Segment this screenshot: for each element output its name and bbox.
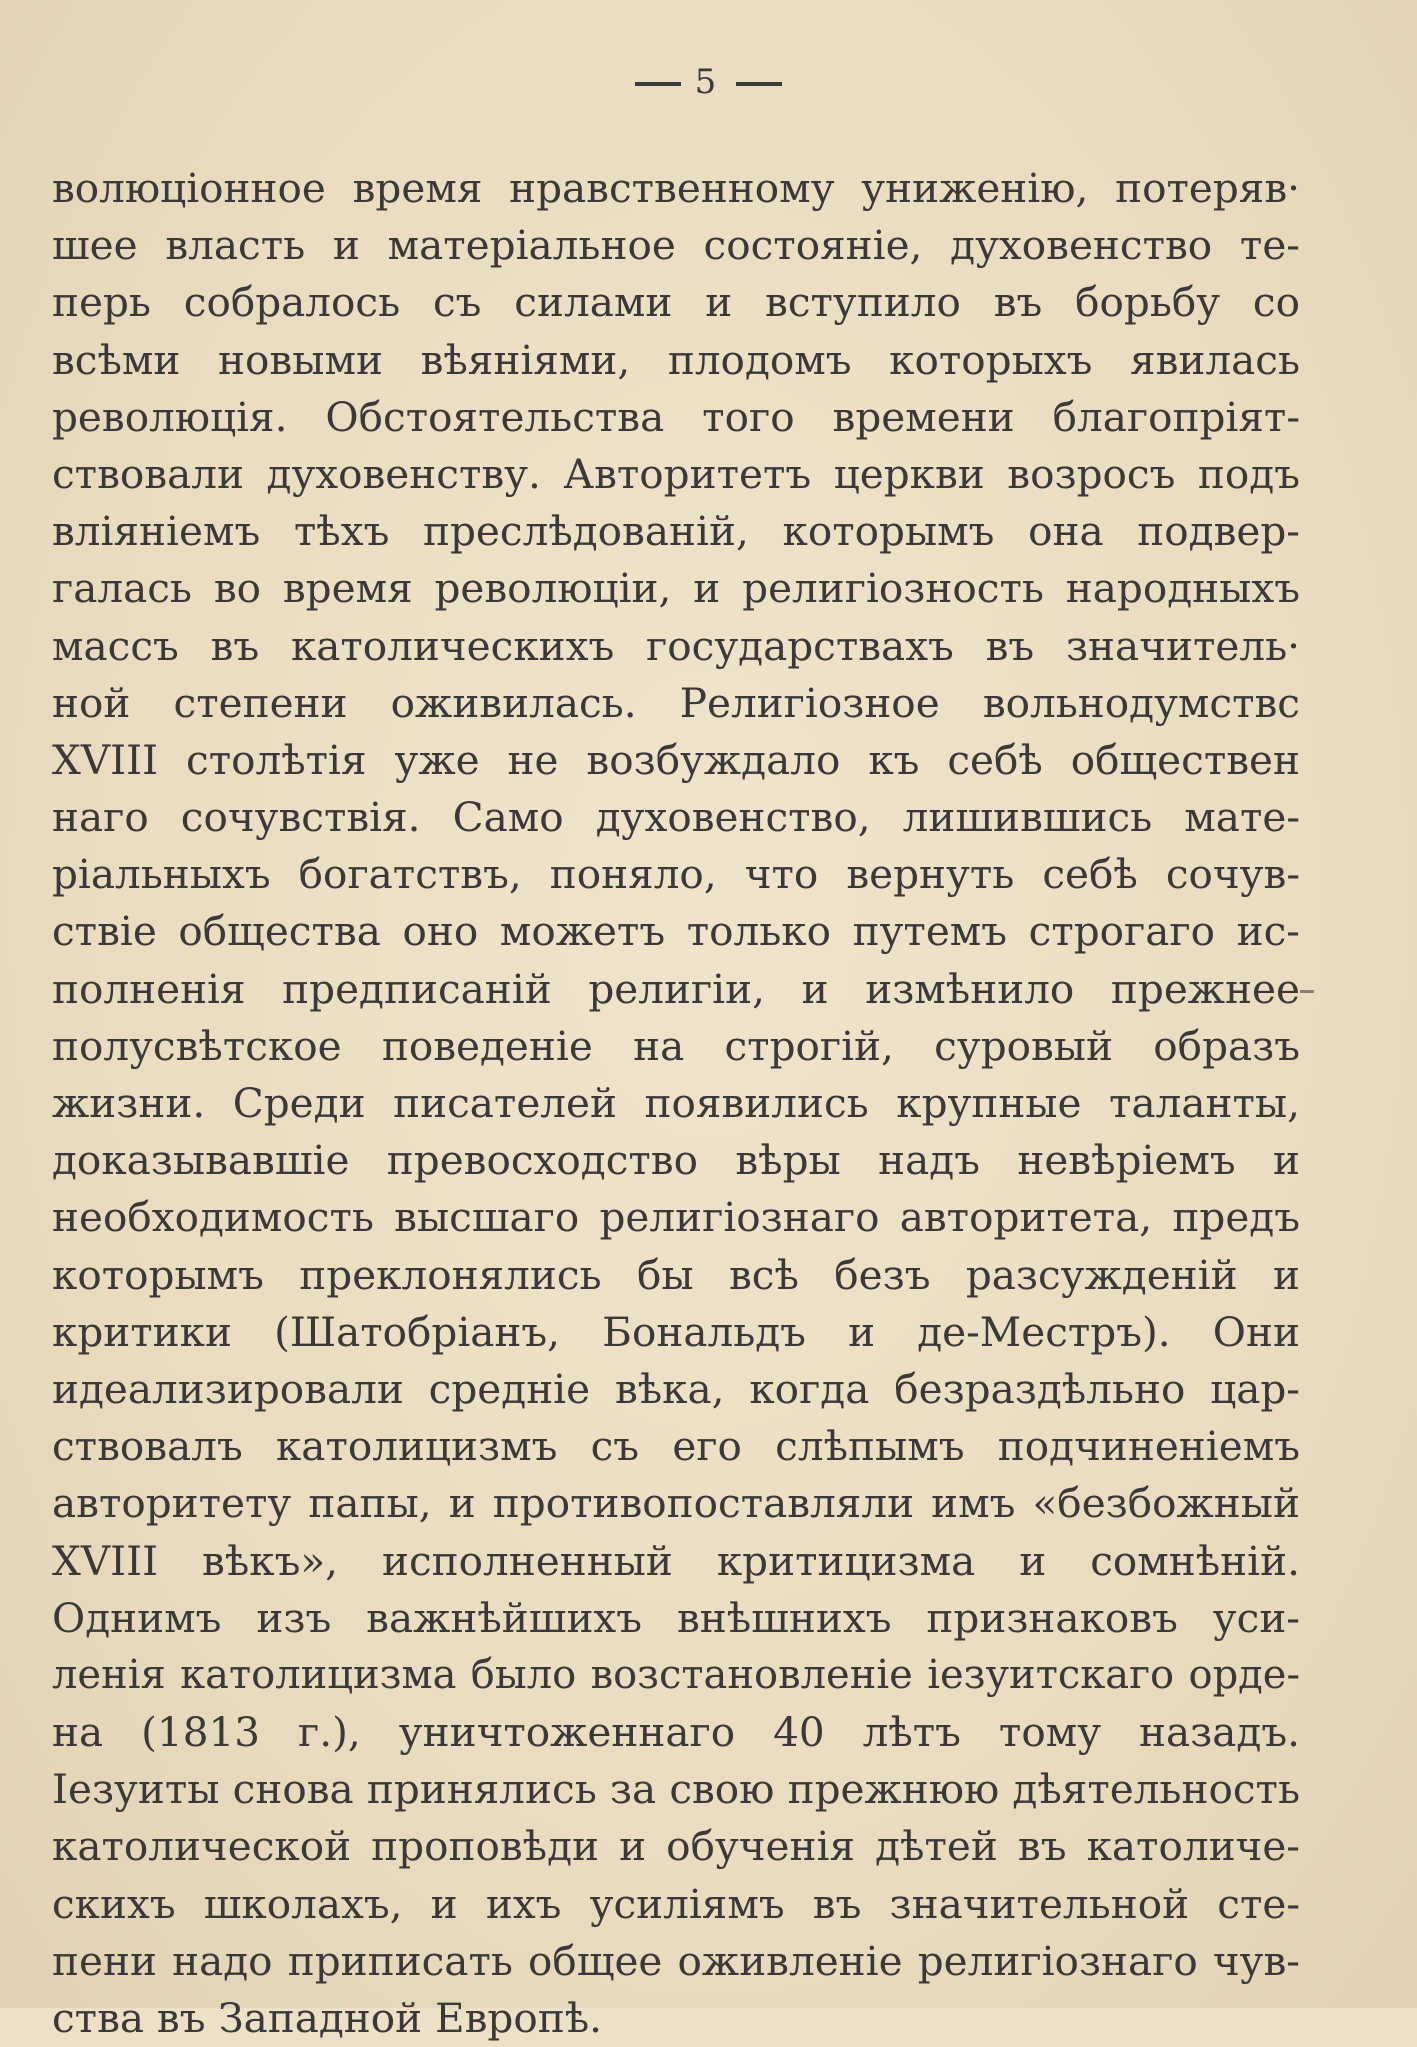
page-header <box>0 62 1417 102</box>
text-line: авторитету папы, и противопоставляли имъ «безбожный <box>52 1479 1300 1528</box>
text-line: которымъ преклонялись бы всѣ безъ разсужденій и <box>52 1250 1300 1299</box>
text-line: Однимъ изъ важнѣйшихъ внѣшнихъ признаковъ уси- <box>52 1593 1300 1642</box>
text-line: перь собралось съ силами и вступило въ борьбу со <box>52 278 1300 327</box>
text-line: Іезуиты снова принялись за свою прежнюю дѣятельность <box>52 1765 1300 1814</box>
text-line: жизни. Среди писателей появились крупные таланты, <box>52 1079 1300 1127</box>
text-line: полусвѣтское поведеніе на строгій, суровый образъ <box>52 1021 1300 1070</box>
header-dash-left <box>635 82 681 86</box>
text-line: ства въ Западной Европѣ. <box>52 1994 603 2042</box>
text-line: ствіе общества оно можетъ только путемъ строгаго ис- <box>52 907 1300 956</box>
text-line: скихъ школахъ, и ихъ усиліямъ въ значительной сте- <box>52 1879 1300 1928</box>
text-line: ріальныхъ богатствъ, поняло, что вернуть себѣ сочув- <box>52 850 1300 899</box>
text-line: необходимость высшаго религіознаго авторитета, предъ <box>52 1193 1300 1242</box>
text-line: XVIII вѣкъ», исполненный критицизма и сомнѣній. <box>52 1536 1300 1585</box>
text-line: волюціонное время нравственному униженію, потеряв· <box>52 164 1300 212</box>
text-line: всѣми новыми вѣяніями, плодомъ которыхъ явилась <box>52 335 1300 384</box>
text-line: полненія предписаній религіи, и измѣнило прежнее <box>52 964 1300 1013</box>
text-line: XVIII столѣтія уже не возбуждало къ себѣ обществен <box>52 735 1300 784</box>
text-line: доказывавшіе превосходство вѣры надъ невѣріемъ и <box>52 1136 1300 1185</box>
text-line: шее власть и матеріальное состояніе, духовенство те- <box>52 221 1300 270</box>
text-line: католической проповѣди и обученія дѣтей въ католиче- <box>52 1822 1300 1871</box>
text-line: ленія католицизма было возстановленіе іезуитскаго орде- <box>52 1651 1300 1698</box>
text-line: наго сочувствія. Само духовенство, лишившись мате- <box>52 793 1300 842</box>
text-line: пени надо приписать общее оживленіе религіознаго чув- <box>52 1936 1300 1985</box>
text-line: вліяніемъ тѣхъ преслѣдованій, которымъ она подвер- <box>52 507 1300 556</box>
header-dash-right <box>736 82 782 86</box>
text-line: галась во время революціи, и религіозность народныхъ <box>52 564 1300 613</box>
text-line: революція. Обстоятельства того времени благопріят- <box>52 392 1300 441</box>
text-line: ствовалъ католицизмъ съ его слѣпымъ подчиненіемъ <box>52 1422 1300 1471</box>
margin-mark <box>1300 990 1314 993</box>
text-line: на (1813 г.), уничтоженнаго 40 лѣтъ тому назадъ. <box>52 1708 1300 1757</box>
page-number: 5 <box>694 62 723 102</box>
text-line: идеализировали средніе вѣка, когда безраздѣльно цар- <box>52 1364 1300 1413</box>
text-line: критики (Шатобріанъ, Бональдъ и де-Местръ). Они <box>52 1307 1300 1356</box>
text-line: массъ въ католическихъ государствахъ въ значитель· <box>52 621 1300 670</box>
body-text <box>52 160 1300 2047</box>
text-line: ствовали духовенству. Авторитетъ церкви возросъ подъ <box>52 449 1300 498</box>
text-line: ной степени оживилась. Религіозное вольнодумствс <box>52 678 1300 727</box>
